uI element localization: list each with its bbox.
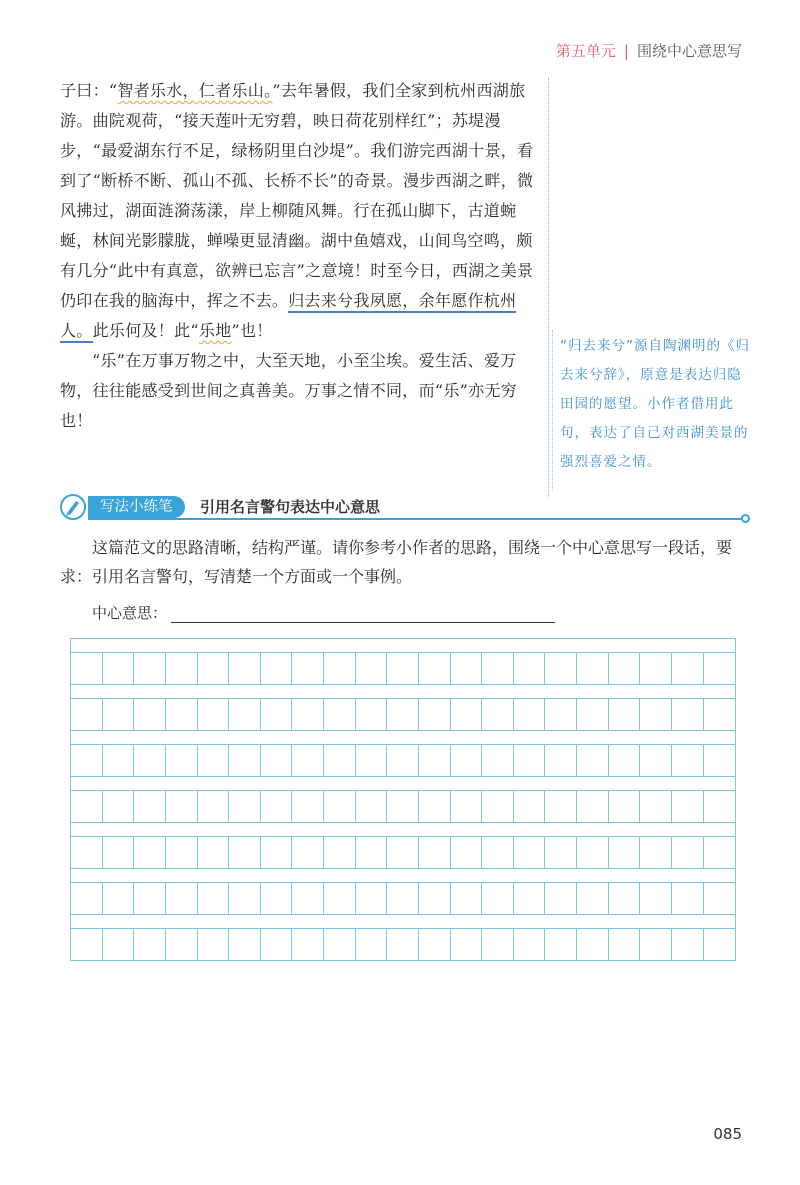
grid-cell[interactable]: [514, 883, 546, 914]
grid-cell[interactable]: [640, 929, 672, 960]
grid-cell[interactable]: [577, 745, 609, 776]
center-idea-field[interactable]: [92, 602, 555, 623]
grid-cell[interactable]: [704, 745, 736, 776]
grid-cell[interactable]: [134, 791, 166, 822]
grid-cell[interactable]: [198, 929, 230, 960]
grid-cell[interactable]: [229, 699, 261, 730]
grid-cell[interactable]: [356, 699, 388, 730]
grid-cell[interactable]: [103, 929, 135, 960]
grid-cell[interactable]: [545, 929, 577, 960]
grid-cell[interactable]: [640, 745, 672, 776]
grid-gap: [71, 639, 735, 653]
grid-cell[interactable]: [609, 883, 641, 914]
grid-cell[interactable]: [545, 883, 577, 914]
grid-cell[interactable]: [166, 791, 198, 822]
grid-cell[interactable]: [704, 883, 736, 914]
grid-cell[interactable]: [672, 929, 704, 960]
grid-cell[interactable]: [103, 883, 135, 914]
grid-cell[interactable]: [387, 791, 419, 822]
grid-cell[interactable]: [482, 653, 514, 684]
grid-cell[interactable]: [103, 745, 135, 776]
grid-cell[interactable]: [545, 745, 577, 776]
grid-cell[interactable]: [324, 791, 356, 822]
grid-cell[interactable]: [103, 653, 135, 684]
grid-row: [71, 883, 735, 915]
grid-cell[interactable]: [672, 745, 704, 776]
grid-cell[interactable]: [640, 699, 672, 730]
grid-cell[interactable]: [451, 883, 483, 914]
grid-cell[interactable]: [134, 837, 166, 868]
grid-gap: [71, 777, 735, 791]
grid-cell[interactable]: [451, 929, 483, 960]
grid-cell[interactable]: [356, 745, 388, 776]
grid-cell[interactable]: [577, 653, 609, 684]
grid-cell[interactable]: [71, 653, 103, 684]
grid-cell[interactable]: [609, 929, 641, 960]
grid-cell[interactable]: [419, 837, 451, 868]
practice-instruction: [60, 533, 750, 591]
header-separator: |: [623, 42, 629, 60]
grid-row: [71, 745, 735, 777]
grid-cell[interactable]: [704, 699, 736, 730]
marked-text-5: 乐地: [198, 321, 232, 340]
grid-gap: [71, 915, 735, 929]
grid-cell[interactable]: [577, 699, 609, 730]
grid-cell[interactable]: [134, 699, 166, 730]
grid-cell[interactable]: [261, 837, 293, 868]
grid-cell[interactable]: [292, 653, 324, 684]
grid-cell[interactable]: [166, 653, 198, 684]
grid-cell[interactable]: [356, 929, 388, 960]
banner-rule: [88, 518, 742, 520]
writing-grid[interactable]: [70, 638, 736, 961]
grid-cell[interactable]: [704, 653, 736, 684]
grid-cell[interactable]: [166, 699, 198, 730]
essay-body: [60, 76, 544, 436]
grid-cell[interactable]: [292, 929, 324, 960]
grid-cell[interactable]: [229, 837, 261, 868]
practice-title: 引用名言警句表达中心意思: [200, 498, 381, 516]
grid-cell[interactable]: [387, 745, 419, 776]
grid-cell[interactable]: [514, 929, 546, 960]
grid-cell[interactable]: [134, 653, 166, 684]
grid-cell[interactable]: [514, 699, 546, 730]
grid-cell[interactable]: [482, 883, 514, 914]
unit-label: 第五单元: [555, 42, 616, 60]
practice-banner: [58, 493, 750, 521]
grid-cell[interactable]: [229, 745, 261, 776]
grid-cell[interactable]: [198, 791, 230, 822]
grid-cell[interactable]: [514, 653, 546, 684]
grid-cell[interactable]: [166, 883, 198, 914]
page-header: [556, 40, 742, 61]
grid-cell[interactable]: [134, 883, 166, 914]
grid-cell[interactable]: [356, 653, 388, 684]
grid-cell[interactable]: [261, 791, 293, 822]
grid-cell[interactable]: [387, 699, 419, 730]
grid-cell[interactable]: [324, 699, 356, 730]
grid-cell[interactable]: [672, 699, 704, 730]
grid-cell[interactable]: [609, 699, 641, 730]
grid-cell[interactable]: [640, 653, 672, 684]
grid-cell[interactable]: [292, 837, 324, 868]
grid-cell[interactable]: [640, 791, 672, 822]
grid-cell[interactable]: [482, 837, 514, 868]
grid-cell[interactable]: [482, 699, 514, 730]
center-idea-blank[interactable]: [171, 605, 555, 623]
grid-cell[interactable]: [672, 791, 704, 822]
grid-cell[interactable]: [704, 791, 736, 822]
grid-cell[interactable]: [198, 653, 230, 684]
grid-gap: [71, 685, 735, 699]
grid-cell[interactable]: [577, 929, 609, 960]
grid-cell[interactable]: [324, 745, 356, 776]
grid-cell[interactable]: [261, 699, 293, 730]
grid-cell[interactable]: [292, 699, 324, 730]
grid-cell[interactable]: [514, 791, 546, 822]
grid-cell[interactable]: [419, 883, 451, 914]
grid-cell[interactable]: [356, 883, 388, 914]
grid-cell[interactable]: [134, 929, 166, 960]
grid-row: [71, 653, 735, 685]
grid-cell[interactable]: [419, 745, 451, 776]
grid-cell[interactable]: [514, 745, 546, 776]
grid-cell[interactable]: [166, 837, 198, 868]
grid-cell[interactable]: [640, 883, 672, 914]
grid-gap: [71, 731, 735, 745]
essay-paragraph-1: [60, 76, 544, 346]
essay-text-6: ”也！: [231, 321, 273, 340]
grid-cell[interactable]: [261, 929, 293, 960]
unit-topic: 围绕中心意思写: [636, 42, 742, 60]
grid-cell[interactable]: [387, 929, 419, 960]
grid-cell[interactable]: [356, 791, 388, 822]
grid-cell[interactable]: [482, 929, 514, 960]
grid-cell[interactable]: [419, 653, 451, 684]
note-border: [552, 330, 553, 490]
grid-cell[interactable]: [482, 791, 514, 822]
banner-dot: [741, 514, 750, 523]
grid-cell[interactable]: [514, 837, 546, 868]
grid-cell[interactable]: [387, 883, 419, 914]
center-idea-label: 中心意思：: [92, 604, 168, 622]
grid-cell[interactable]: [229, 791, 261, 822]
grid-cell[interactable]: [324, 929, 356, 960]
grid-cell[interactable]: [103, 837, 135, 868]
essay-text-0: 子曰：“: [60, 81, 118, 100]
grid-cell[interactable]: [577, 837, 609, 868]
grid-cell[interactable]: [229, 653, 261, 684]
side-note: “归去来兮”源自陶渊明的《归去来兮辞》，原意是表达归隐田园的愿望。小作者借用此句，表达了自己对西湖美景的强烈喜爱之情。: [560, 338, 750, 470]
grid-cell[interactable]: [198, 745, 230, 776]
grid-cell[interactable]: [609, 791, 641, 822]
grid-cell[interactable]: [577, 791, 609, 822]
grid-row: [71, 929, 735, 960]
grid-cell[interactable]: [609, 653, 641, 684]
instruction-text: 这篇范文的思路清晰，结构严谨。请你参考小作者的思路，围绕一个中心意思写一段话，要求：引用名言警句，写清楚一个方面或一个事例。: [60, 538, 733, 586]
grid-cell[interactable]: [672, 837, 704, 868]
grid-cell[interactable]: [71, 745, 103, 776]
grid-cell[interactable]: [292, 745, 324, 776]
grid-cell[interactable]: [640, 837, 672, 868]
grid-gap: [71, 823, 735, 837]
grid-cell[interactable]: [229, 883, 261, 914]
grid-cell[interactable]: [324, 837, 356, 868]
grid-row: [71, 837, 735, 869]
grid-cell[interactable]: [545, 653, 577, 684]
grid-cell[interactable]: [134, 745, 166, 776]
grid-row: [71, 699, 735, 731]
page-number: 085: [713, 1125, 742, 1143]
grid-cell[interactable]: [324, 883, 356, 914]
grid-cell[interactable]: [198, 837, 230, 868]
grid-cell[interactable]: [71, 791, 103, 822]
grid-cell[interactable]: [198, 883, 230, 914]
grid-cell[interactable]: [198, 699, 230, 730]
grid-cell[interactable]: [166, 745, 198, 776]
practice-label: 写法小练笔: [88, 496, 185, 518]
grid-cell[interactable]: [451, 791, 483, 822]
grid-cell[interactable]: [229, 929, 261, 960]
grid-cell[interactable]: [103, 699, 135, 730]
essay-text-4: 此乐何及！此“: [92, 321, 199, 340]
grid-cell[interactable]: [609, 745, 641, 776]
grid-cell[interactable]: [71, 929, 103, 960]
grid-cell[interactable]: [704, 837, 736, 868]
grid-cell[interactable]: [451, 745, 483, 776]
grid-cell[interactable]: [545, 791, 577, 822]
grid-cell[interactable]: [261, 653, 293, 684]
grid-cell[interactable]: [324, 653, 356, 684]
grid-cell[interactable]: [71, 883, 103, 914]
grid-cell[interactable]: [419, 699, 451, 730]
grid-cell[interactable]: [387, 653, 419, 684]
grid-cell[interactable]: [419, 929, 451, 960]
essay-paragraph-2: “乐”在万事万物之中，大至天地，小至尘埃。爱生活、爱万物，往往能感受到世间之真善美。万事之情不同，而“乐”亦无穷也！: [60, 351, 518, 430]
grid-cell[interactable]: [672, 653, 704, 684]
pen-icon: [58, 493, 88, 521]
grid-cell[interactable]: [261, 745, 293, 776]
grid-cell[interactable]: [292, 791, 324, 822]
grid-cell[interactable]: [103, 791, 135, 822]
grid-row: [71, 791, 735, 823]
grid-cell[interactable]: [261, 883, 293, 914]
margin-divider: [548, 78, 549, 498]
grid-cell[interactable]: [451, 837, 483, 868]
grid-cell[interactable]: [166, 929, 198, 960]
marked-text-3: 归去来兮我夙愿，余年愿作杭州人。: [60, 291, 516, 343]
essay-text-2: ”去年暑假，我们全家到杭州西湖旅游。曲院观荷，“接天莲叶无穷碧，映日荷花别样红”；苏堤漫步，“最爱湖东行不足，绿杨阴里白沙堤”。我们游完西湖十景，看到了“断桥不断、孤山不孤、长桥不长”的奇景。漫步西湖之畔，微风拂过，湖面涟漪荡漾，岸上柳随风舞。行在孤山脚下，古道蜿蜒，林间光影朦胧，蝉噪更显清幽。湖中鱼嬉戏，山间鸟空鸣，颇有几分“此中有真意，欲辨已忘言”之意境！时至今日，西湖之美景仍印在我的脑海中，挥之不去。: [60, 81, 534, 310]
grid-cell[interactable]: [672, 883, 704, 914]
grid-cell[interactable]: [609, 837, 641, 868]
marked-text-1: 智者乐水，仁者乐山。: [117, 81, 273, 100]
grid-cell[interactable]: [482, 745, 514, 776]
grid-cell[interactable]: [451, 699, 483, 730]
grid-cell[interactable]: [545, 699, 577, 730]
grid-cell[interactable]: [356, 837, 388, 868]
grid-cell[interactable]: [387, 837, 419, 868]
grid-cell[interactable]: [71, 699, 103, 730]
grid-cell[interactable]: [451, 653, 483, 684]
grid-cell[interactable]: [292, 883, 324, 914]
grid-gap: [71, 869, 735, 883]
grid-cell[interactable]: [545, 837, 577, 868]
grid-cell[interactable]: [577, 883, 609, 914]
grid-cell[interactable]: [71, 837, 103, 868]
grid-cell[interactable]: [419, 791, 451, 822]
grid-cell[interactable]: [704, 929, 736, 960]
